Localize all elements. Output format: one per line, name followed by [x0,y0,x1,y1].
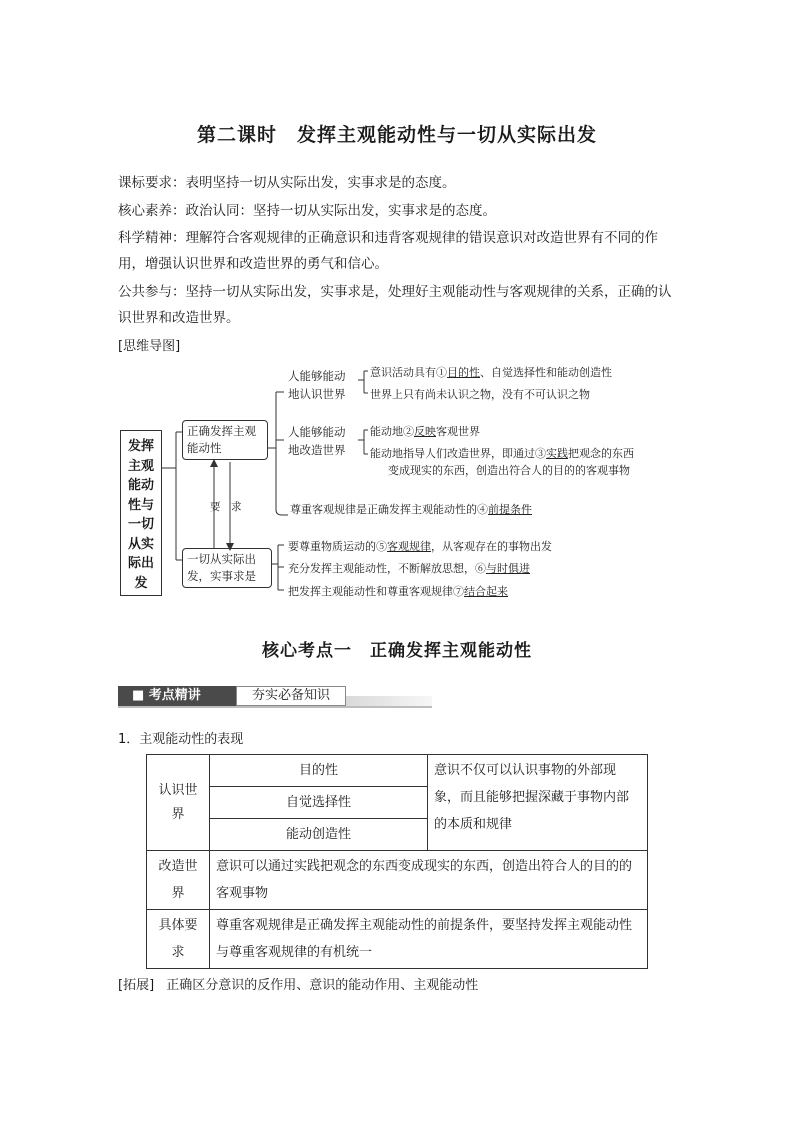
extension-text: 正确区分意识的反作用、意识的能动作用、主观能动性 [166,978,479,993]
mindmap-leaf [370,423,480,439]
root-line: 从实 [127,536,154,552]
leaf-answer: 与时俱进 [486,562,530,575]
mindmap-leaf: 变成现实的东西，创造出符合人的目的的客观事物 [388,464,630,477]
table-cell-item: 目的性 [210,755,428,787]
requirement-label: 科学精神： [118,230,186,246]
table-cell-label: 具体要求 [147,910,210,969]
leaf-answer: 前提条件 [488,503,532,516]
requirement-label: 核心素养： [118,203,186,219]
root-line: 发 [134,575,148,591]
mindmap-sub-cognize [288,367,346,403]
sub-line: 人能够能动 [288,425,346,439]
root-line: 主观 [127,458,154,474]
leaf-text: 把发挥主观能动性和尊重客观规律⑦ [288,585,464,598]
node-line: 一切从实际出 [187,552,256,566]
sub-line: 地改造世界 [288,443,346,457]
node-line: 正确发挥主观 [187,424,256,438]
banner-underline [118,706,432,708]
page-title: 第二课时 发挥主观能动性与一切从实际出发 [196,124,597,146]
leaf-answer: 反映 [414,425,436,438]
mindmap-leaf [370,445,634,461]
root-line: 一切 [127,517,154,532]
mindmap-node-proper-initiative [182,420,268,460]
banner-key-points: ■ 考点精讲 [118,686,236,706]
mindmap-leaf [288,583,508,599]
mindmap-leaf: 世界上只有尚未认识之物，没有不可认识之物 [370,388,590,401]
leaf-text: 能动地② [370,425,414,438]
mindmap-leaf [288,560,530,576]
leaf-answer: 客观规律 [387,540,431,553]
leaf-text: ，从客观存在的事物出发 [431,540,552,553]
banner-shade [346,696,432,706]
extension-note [118,974,478,993]
leaf-text: 把观念的东西 [568,447,634,460]
leaf-text: 意识活动具有① [370,366,447,379]
mindmap-leaf [290,501,532,517]
leaf-text: 尊重客观规律是正确发挥主观能动性的④ [290,503,488,516]
leaf-answer: 目的性 [447,366,480,379]
leaf-text: 客观世界 [436,425,480,438]
arrow-up-icon [210,459,218,467]
subheading: 1．主观能动性的表现 [118,732,244,747]
requirement-text: 表明坚持一切从实际出发，实事求是的态度。 [185,175,456,191]
mindmap-node-seek-truth [182,548,272,588]
requirement-label: 课标要求： [118,175,186,191]
root-line: 能动 [127,478,154,493]
table-row [147,851,648,910]
table-cell-item: 能动创造性 [210,819,428,851]
initiative-table [146,754,648,969]
table-cell-desc: 意识可以通过实践把观念的东西变成现实的东西，创造出符合人的目的的客观事物 [210,851,648,910]
requirement-text: 坚持一切从实际出发，实事求是，处理好主观能动性与客观规律的关系，正确的认识世界和改造世界。 [118,284,672,326]
node-line: 发，实事求是 [187,569,256,583]
mindmap-sub-transform [288,423,346,459]
table-cell-desc: 意识不仅可以认识事物的外部现象，而且能够把握深藏于事物内部的本质和规律 [428,755,648,851]
mindmap-link-label: 要 求 [210,501,242,513]
requirement-text: 政治认同：坚持一切从实际出发，实事求是的态度。 [185,203,496,219]
leaf-text: 充分发挥主观能动性，不断解放思想，⑥ [288,562,486,575]
table-cell-label: 认识世界 [147,755,210,851]
table-row [147,910,648,969]
sub-line: 地认识世界 [288,387,346,401]
table-cell-label: 改造世界 [147,851,210,910]
mindmap-leaf [288,538,552,554]
node-line: 能动性 [187,441,222,455]
requirement-text: 理解符合客观规律的正确意识和违背客观规律的错误意识对改造世界有不同的作用，增强认识世界和改造世界的勇气和信心。 [118,230,658,272]
root-line: 性与 [127,497,154,513]
section-title: 核心考点一 正确发挥主观能动性 [262,641,532,661]
leaf-answer: 实践 [546,447,568,460]
mindmap-leaf [370,364,612,380]
mindmap-heading: [思维导图] [118,339,181,354]
leaf-text: 能动地指导人们改造世界，即通过③ [370,447,546,460]
root-line: 际出 [127,556,154,571]
leaf-text: 要尊重物质运动的⑤ [288,540,387,553]
mindmap-root [120,430,162,596]
root-line: 发挥 [127,439,154,454]
sub-line: 人能够能动 [288,369,346,383]
table-cell-item: 自觉选择性 [210,787,428,819]
leaf-text: 、自觉选择性和能动创造性 [480,366,612,379]
leaf-answer: 结合起来 [464,585,508,598]
extension-label: [拓展] [118,978,155,993]
table-row [147,755,648,787]
requirement-label: 公共参与： [118,284,186,300]
banner-foundation: 夯实必备知识 [236,686,346,706]
table-cell-desc: 尊重客观规律是正确发挥主观能动性的前提条件，要坚持发挥主观能动性与尊重客观规律的有机统一 [210,910,648,969]
